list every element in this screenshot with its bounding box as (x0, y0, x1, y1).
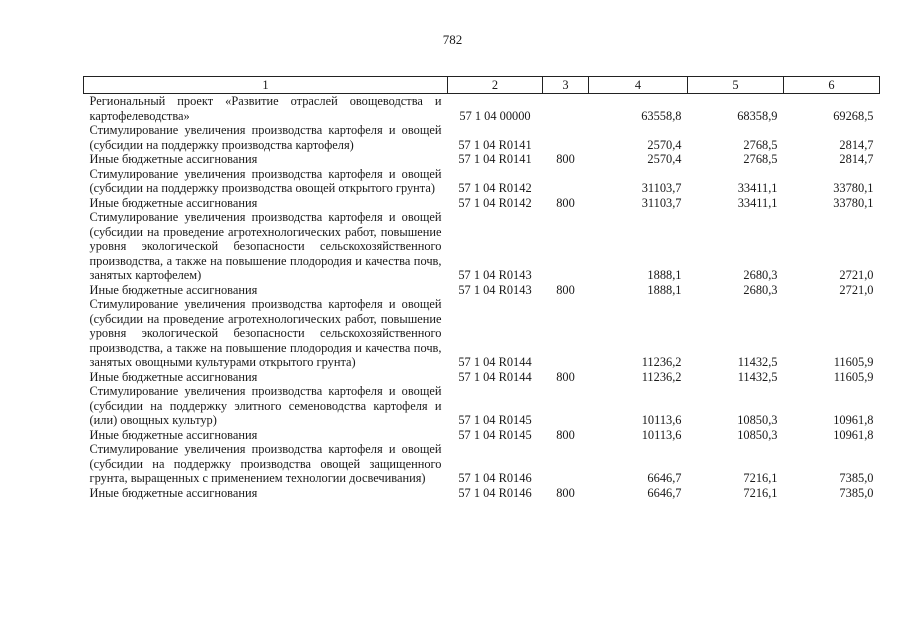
item-name: Иные бюджетные ассигнования (89, 282, 258, 297)
item-name: Иные бюджетные ассигнования (89, 195, 258, 210)
amount-col-5: 2768,5 (743, 137, 778, 152)
amount-col-6: 33780,1 (833, 195, 874, 210)
table-header-row (84, 77, 880, 94)
column-header-6: 6 (784, 77, 880, 94)
amount-col-5: 11432,5 (737, 369, 778, 384)
expense-type: 800 (556, 369, 575, 384)
expense-type (543, 210, 589, 283)
amount-col-4: 10113,6 (641, 413, 682, 427)
table-row (84, 384, 880, 428)
expense-type: 800 (556, 195, 575, 210)
item-name: Иные бюджетные ассигнования (89, 485, 258, 500)
amount-col-6: 11605,9 (833, 355, 874, 369)
amount-col-6: 10961,8 (833, 427, 874, 442)
column-header-3: 3 (543, 77, 589, 94)
table-row (84, 428, 880, 443)
amount-col-4: 63558,8 (641, 108, 682, 123)
item-name: Иные бюджетные ассигнования (89, 369, 258, 384)
target-code: 57 1 04 R0145 (458, 413, 532, 427)
table-row (84, 167, 880, 196)
item-name: Стимулирование увеличения производства картофеля и овощей (субсидии на поддержку производства картофеля) (89, 123, 442, 152)
target-code: 57 1 04 R0146 (458, 471, 532, 485)
page-number: 782 (442, 32, 463, 47)
table-row (84, 123, 880, 152)
amount-col-6: 2814,7 (839, 152, 874, 166)
item-name: Стимулирование увеличения производства картофеля и овощей (субсидии на поддержку элитного семеноводства картофеля и (или) овощных культур) (89, 384, 442, 427)
amount-col-6: 33780,1 (833, 181, 874, 195)
amount-col-6: 7385,0 (839, 471, 874, 485)
target-code: 57 1 04 R0144 (458, 369, 532, 384)
item-name: Иные бюджетные ассигнования (89, 427, 258, 442)
table-row (84, 283, 880, 298)
amount-col-6: 2721,0 (839, 282, 874, 297)
amount-col-4: 1888,1 (647, 268, 682, 282)
amount-col-4: 11236,2 (641, 355, 682, 369)
target-code: 57 1 04 R0146 (458, 485, 532, 500)
column-header-1: 1 (84, 77, 448, 94)
column-header-5: 5 (688, 77, 784, 94)
target-code: 57 1 04 R0142 (458, 195, 532, 210)
budget-table (83, 76, 880, 500)
table-row (84, 94, 880, 124)
amount-col-5: 33411,1 (737, 181, 778, 195)
amount-col-4: 6646,7 (647, 471, 682, 485)
table-row (84, 297, 880, 370)
amount-col-5: 2768,5 (743, 152, 778, 166)
expense-type (543, 94, 589, 124)
amount-col-4: 31103,7 (641, 195, 682, 210)
item-name: Стимулирование увеличения производства картофеля и овощей (субсидии на проведение агротехнологических работ, повышение уровня экологической безопасности сельскохозяйственного производства, а также на повышение плодородия и качества почв, занятых овощными культурами открытого грунта) (89, 297, 442, 369)
table-row (84, 442, 880, 486)
item-name: Стимулирование увеличения производства картофеля и овощей (субсидии на поддержку производства овощей открытого грунта) (89, 166, 442, 195)
amount-col-5: 7216,1 (743, 485, 778, 500)
amount-col-6: 2721,0 (839, 268, 874, 282)
amount-col-5: 68358,9 (737, 108, 778, 123)
column-header-4: 4 (589, 77, 688, 94)
target-code: 57 1 04 R0142 (458, 181, 532, 195)
item-name: Региональный проект «Развитие отраслей овощеводства и картофелеводства» (89, 94, 442, 123)
amount-col-4: 6646,7 (647, 485, 682, 500)
amount-col-4: 31103,7 (641, 181, 682, 195)
item-name: Иные бюджетные ассигнования (89, 152, 258, 166)
target-code: 57 1 04 R0145 (458, 427, 532, 442)
target-code: 57 1 04 R0141 (458, 152, 532, 166)
amount-col-4: 1888,1 (647, 282, 682, 297)
item-name: Стимулирование увеличения производства картофеля и овощей (субсидии на поддержку производства овощей защищенного грунта, выращенных с применением технологии досвечивания) (89, 442, 442, 485)
table-row (84, 486, 880, 501)
target-code: 57 1 04 R0143 (458, 268, 532, 282)
amount-col-4: 2570,4 (647, 137, 682, 152)
amount-col-5: 10850,3 (737, 413, 778, 427)
expense-type (543, 123, 589, 152)
expense-type (543, 442, 589, 486)
amount-col-5: 2680,3 (743, 282, 778, 297)
expense-type: 800 (556, 485, 575, 500)
expense-type (543, 384, 589, 428)
table-row (84, 152, 880, 167)
amount-col-6: 10961,8 (833, 413, 874, 427)
amount-col-5: 7216,1 (743, 471, 778, 485)
amount-col-5: 2680,3 (743, 268, 778, 282)
table-row (84, 370, 880, 385)
amount-col-4: 2570,4 (647, 152, 682, 166)
amount-col-6: 2814,7 (839, 137, 874, 152)
expense-type: 800 (556, 282, 575, 297)
item-name: Стимулирование увеличения производства картофеля и овощей (субсидии на проведение агротехнологических работ, повышение уровня экологической безопасности сельскохозяйственного производства, а также на повышение плодородия и качества почв, занятых картофелем) (89, 210, 442, 282)
expense-type (543, 167, 589, 196)
expense-type (543, 297, 589, 370)
amount-col-6: 11605,9 (833, 369, 874, 384)
amount-col-5: 33411,1 (737, 195, 778, 210)
amount-col-4: 11236,2 (641, 369, 682, 384)
target-code: 57 1 04 R0144 (458, 355, 532, 369)
table-row (84, 196, 880, 211)
target-code: 57 1 04 R0141 (458, 137, 532, 152)
amount-col-4: 10113,6 (641, 427, 682, 442)
amount-col-6: 69268,5 (833, 108, 874, 123)
target-code: 57 1 04 R0143 (458, 282, 532, 297)
column-header-2: 2 (448, 77, 543, 94)
amount-col-5: 11432,5 (737, 355, 778, 369)
amount-col-6: 7385,0 (839, 485, 874, 500)
expense-type: 800 (556, 427, 575, 442)
table-row (84, 210, 880, 283)
target-code: 57 1 04 00000 (459, 108, 531, 123)
expense-type: 800 (556, 152, 575, 166)
amount-col-5: 10850,3 (737, 427, 778, 442)
